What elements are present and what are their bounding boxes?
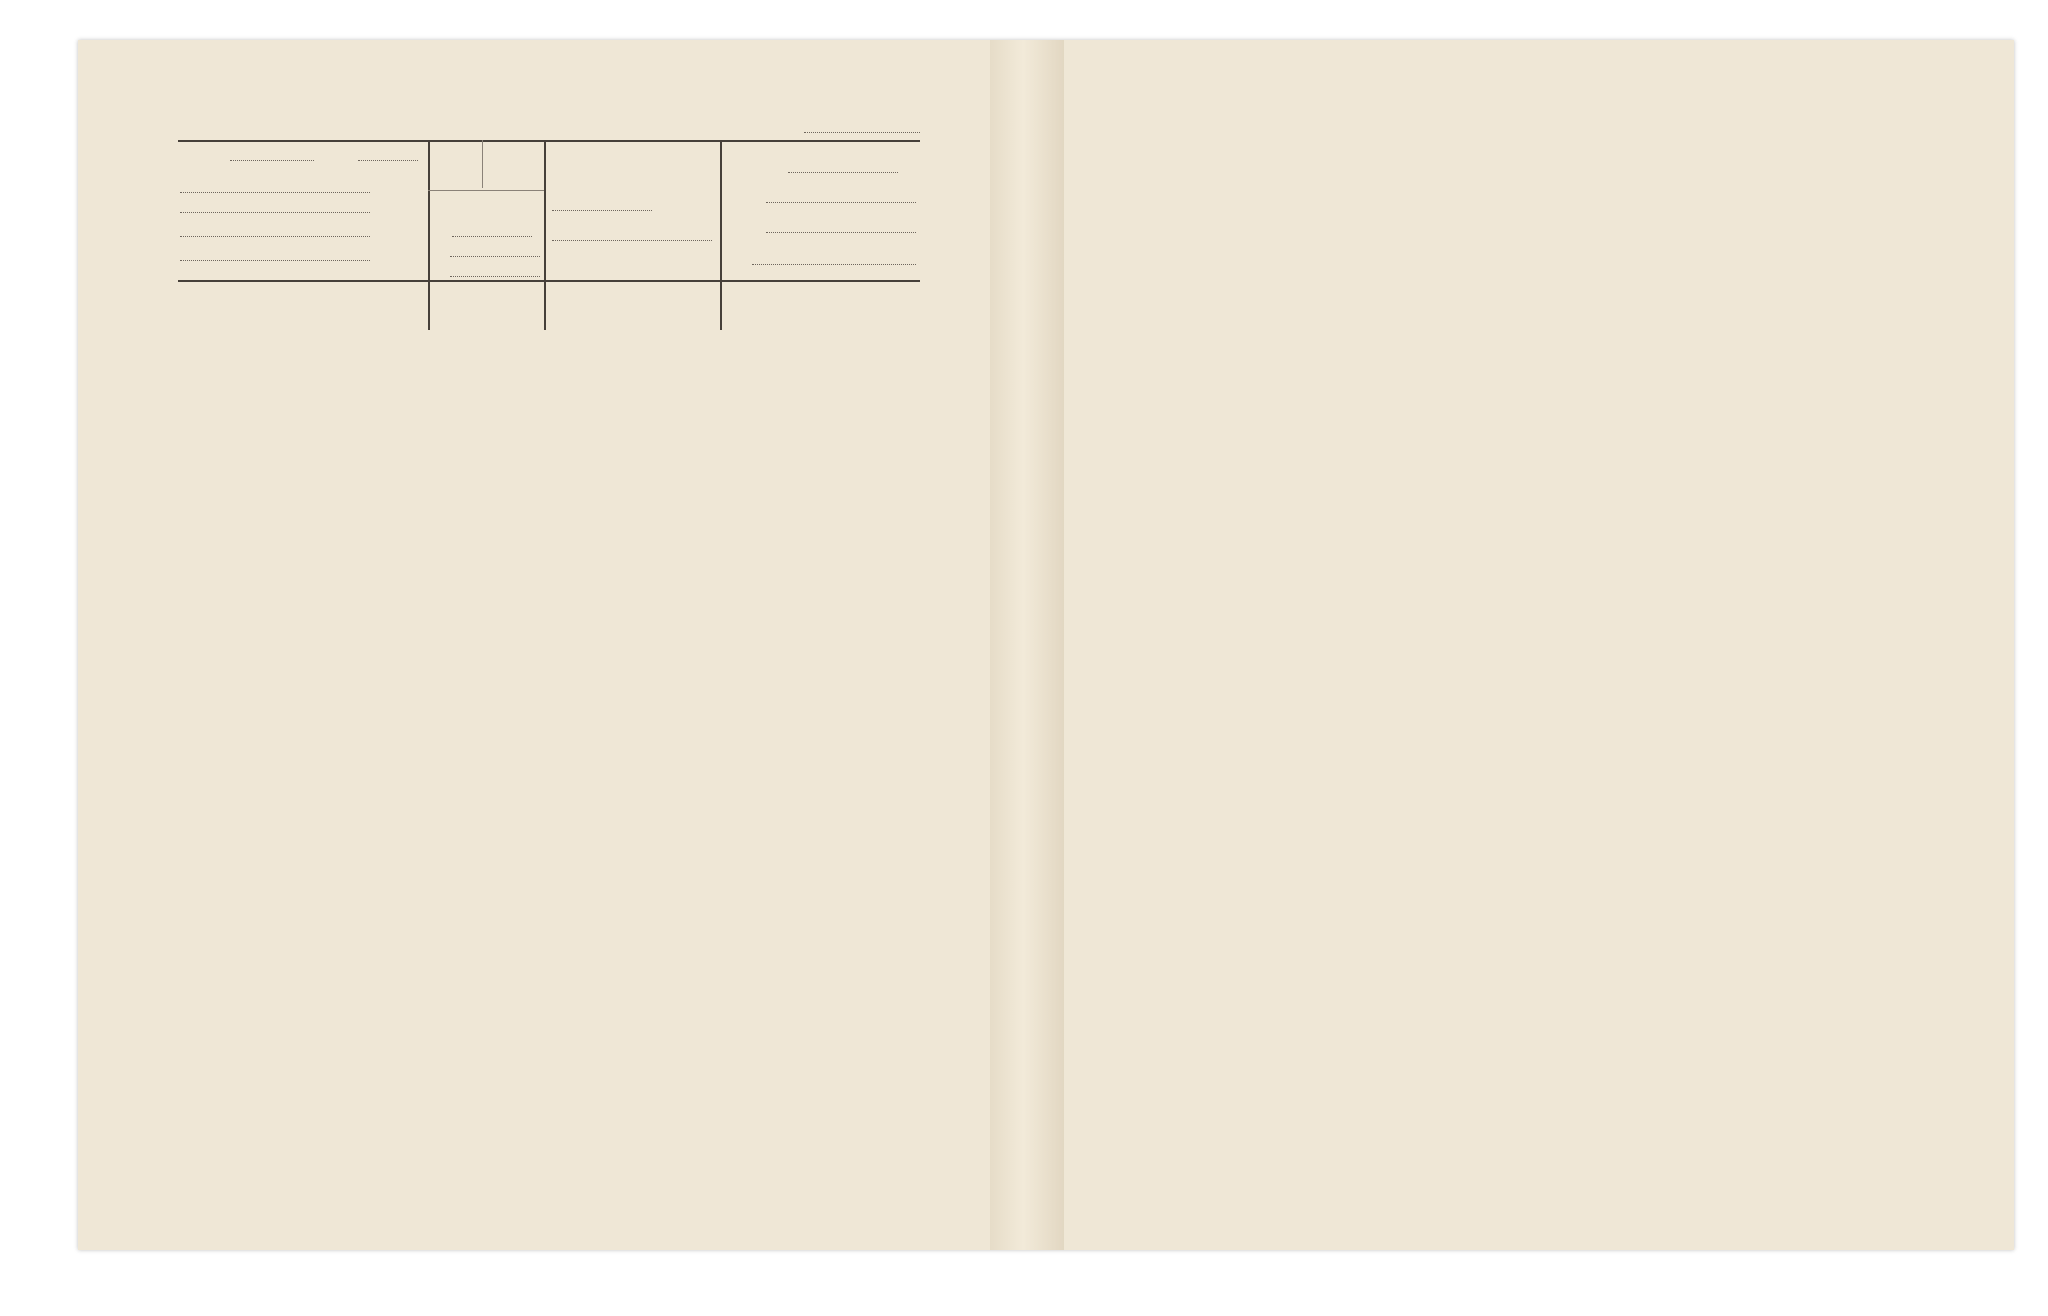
rule-line: [450, 276, 540, 277]
message-number-line: [804, 132, 920, 133]
rule-line: [552, 210, 652, 211]
rule-line: [766, 202, 916, 203]
document-sheet: [78, 40, 2014, 1250]
sent-box-top: [428, 190, 544, 191]
rule-line: [358, 160, 418, 161]
words-charge-divider: [482, 140, 483, 188]
rule-line: [180, 260, 370, 261]
message-form-left: [132, 50, 952, 1220]
words-column-left: [428, 140, 430, 330]
rule-line: [180, 212, 370, 213]
rule-line: [552, 240, 712, 241]
rule-line: [230, 160, 314, 161]
charge-column-right: [544, 140, 546, 330]
header-rule: [178, 140, 920, 142]
rule-line: [450, 256, 540, 257]
rule-line: [752, 264, 916, 265]
rule-line: [788, 172, 898, 173]
rule-line: [180, 236, 370, 237]
message-form-right: [1033, 56, 1853, 1226]
recd-column-left: [720, 140, 722, 330]
top-section-bottom: [178, 280, 920, 282]
rule-line: [766, 232, 916, 233]
rule-line: [452, 236, 532, 237]
rule-line: [180, 192, 370, 193]
